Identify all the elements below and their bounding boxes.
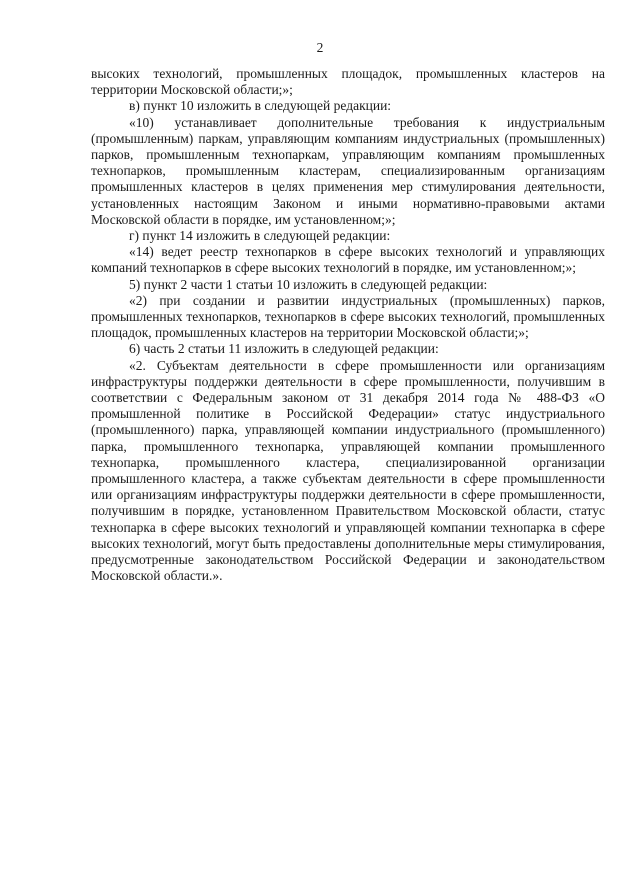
- paragraph-item-5: 5) пункт 2 части 1 статьи 10 изложить в следующей редакции:: [129, 276, 488, 292]
- paragraph-quote-14: «14) ведет реестр технопарков в сфере высоких технологий и управляющих компаний технопарков в сфере высоких технологий в порядке, им установленном;»;: [91, 244, 605, 276]
- paragraph-quote-2: «2) при создании и развитии индустриальных (промышленных) парков, промышленных технопарков, технопарков в сфере высоких технологий, промышленных площадок, промышленных кластеров на территории Московской области;»;: [91, 292, 605, 341]
- paragraph-continuation: высоких технологий, промышленных площадок, промышленных кластеров на территории Московской области;»;: [91, 66, 605, 98]
- page-number: 2: [316, 40, 324, 55]
- paragraph-item-6: 6) часть 2 статьи 11 изложить в следующей редакции:: [129, 341, 439, 357]
- paragraph-item-g: г) пункт 14 изложить в следующей редакции:: [129, 228, 391, 244]
- paragraph-item-v: в) пункт 10 изложить в следующей редакции:: [129, 98, 392, 114]
- paragraph-quote-part-2: «2. Субъектам деятельности в сфере промышленности или организациям инфраструктуры поддержки деятельности в сфере промышленности, получившим в соответствии с Федеральным законом от 31 декабря 2014 года № 488-ФЗ «О промышленной политике в Российской Федерации» статус индустриального (промышленного) парка, управляющей компании индустриального (промышленного) парка, промышленного технопарка, управляющей компании промышленного технопарка, промышленного кластера, специализированной организации промышленного кластера, а также субъектам деятельности в сфере промышленности или организациям инфраструктуры поддержки деятельности в сфере промышленности, получившим в порядке, установленном Правительством Московской области, статус технопарка в сфере высоких технологий и управляющей компании технопарка в сфере высоких технологий, могут быть предоставлены дополнительные меры стимулирования, предусмотренные законодательством Российской Федерации и законодательством Московской области.».: [91, 357, 605, 584]
- paragraph-quote-10: «10) устанавливает дополнительные требования к индустриальным (промышленным) паркам, управляющим компаниям индустриальных (промышленных) парков, промышленным технопаркам, управляющим компаниям промышленных технопарков, промышленным кластерам, специализированным организациям промышленных кластеров в целях применения мер стимулирования деятельности, установленных настоящим Законом и иными нормативно-правовыми актами Московской области в порядке, им установленном;»;: [91, 114, 605, 227]
- document-body: [91, 66, 605, 585]
